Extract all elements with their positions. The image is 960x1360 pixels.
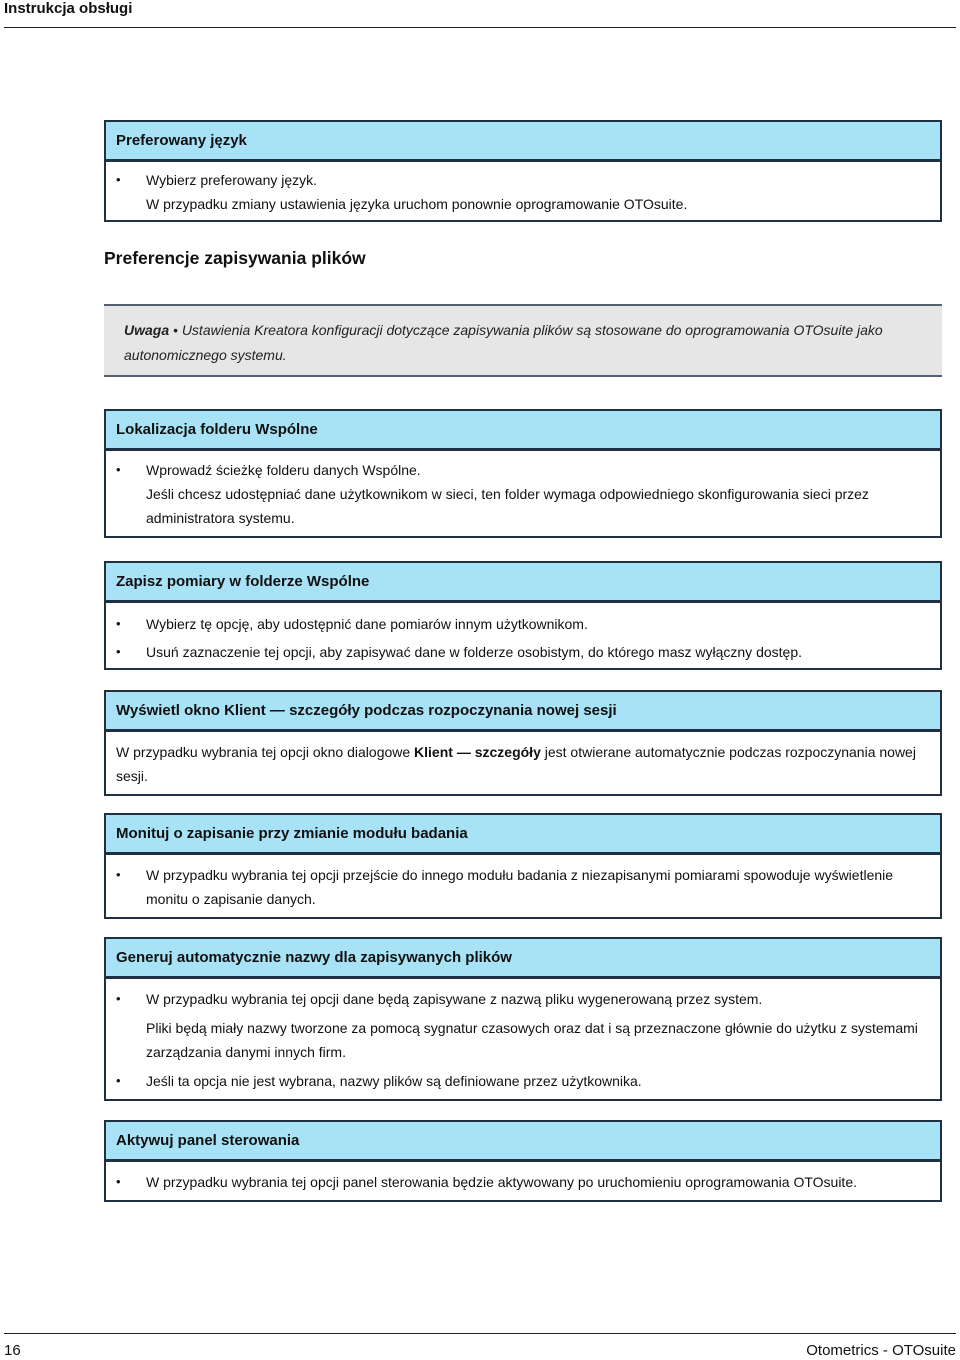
body-text: W przypadku wybrania tej opcji okno dialogowe bbox=[116, 744, 415, 760]
note-label: Uwaga bbox=[124, 322, 170, 338]
list-item-text: Wybierz preferowany język. bbox=[146, 172, 318, 188]
list-item bbox=[116, 987, 930, 1011]
header-rule bbox=[4, 27, 956, 28]
body-text-bold: Klient — szczegóły bbox=[414, 744, 541, 760]
box-title: Wyświetl okno Klient — szczegóły podczas rozpoczynania nowej sesji bbox=[104, 690, 942, 732]
footer-rule bbox=[4, 1333, 956, 1334]
bullet-icon: • bbox=[116, 1174, 121, 1189]
list-item-text: Jeśli ta opcja nie jest wybrana, nazwy plików są definiowane przez użytkownika. bbox=[146, 1073, 642, 1089]
box-body bbox=[104, 162, 942, 222]
note-separator: • bbox=[173, 322, 178, 338]
box-body bbox=[104, 732, 942, 796]
shared-folder-box bbox=[104, 409, 942, 538]
section-heading: Preferencje zapisywania plików bbox=[104, 248, 366, 268]
box-body bbox=[104, 603, 942, 670]
list-item-text: Wybierz tę opcję, aby udostępnić dane pomiarów innym użytkownikom. bbox=[146, 616, 588, 632]
save-prompt-box bbox=[104, 813, 942, 919]
save-shared-box bbox=[104, 561, 942, 670]
list-item-text: Usuń zaznaczenie tej opcji, aby zapisywać dane w folderze osobistym, do którego masz wyłączny dostęp. bbox=[146, 644, 802, 660]
footer-product: Otometrics - OTOsuite bbox=[806, 1342, 956, 1359]
preferred-language-box bbox=[104, 120, 942, 222]
box-body bbox=[104, 855, 942, 919]
box-title: Aktywuj panel sterowania bbox=[104, 1120, 942, 1162]
list-item-continuation: Pliki będą miały nazwy tworzone za pomocą sygnatur czasowych oraz dat i są przeznaczone głównie do użytku z systemami zarządzania danymi innych firm. bbox=[146, 1020, 918, 1060]
control-panel-box bbox=[104, 1120, 942, 1202]
list-item-continuation: Jeśli chcesz udostępniać dane użytkownikom w sieci, ten folder wymaga odpowiedniego skonfigurowania sieci przez administratora systemu. bbox=[146, 486, 869, 526]
box-body bbox=[104, 979, 942, 1101]
body-text: jest otwierane automatycznie podczas rozpoczynania nowej sesji. bbox=[116, 744, 916, 784]
page-number: 16 bbox=[4, 1342, 21, 1359]
box-title: Generuj automatycznie nazwy dla zapisywanych plików bbox=[104, 937, 942, 979]
list-item bbox=[116, 863, 930, 911]
list-item bbox=[116, 1170, 930, 1194]
list-item-text: W przypadku wybrania tej opcji panel sterowania będzie aktywowany po uruchomieniu oprogramowania OTOsuite. bbox=[146, 1174, 857, 1190]
box-body bbox=[104, 1162, 942, 1202]
bullet-icon: • bbox=[116, 644, 121, 659]
list-item bbox=[116, 638, 930, 666]
note-box bbox=[104, 304, 942, 377]
bullet-icon: • bbox=[116, 172, 121, 187]
box-title: Preferowany język bbox=[104, 120, 942, 162]
list-item-continuation: W przypadku zmiany ustawienia języka uruchom ponownie oprogramowanie OTOsuite. bbox=[146, 196, 688, 212]
list-item bbox=[116, 610, 930, 638]
bullet-icon: • bbox=[116, 462, 121, 477]
box-title: Lokalizacja folderu Wspólne bbox=[104, 409, 942, 451]
bullet-icon: • bbox=[116, 867, 121, 882]
bullet-icon: • bbox=[116, 991, 121, 1006]
running-header: Instrukcja obsługi bbox=[4, 0, 133, 17]
box-body bbox=[104, 451, 942, 538]
note-text: Ustawienia Kreatora konfiguracji dotyczące zapisywania plików są stosowane do oprogramowania OTOsuite jako autonomicznego systemu. bbox=[124, 322, 883, 363]
client-details-box bbox=[104, 690, 942, 796]
list-item bbox=[116, 168, 930, 192]
list-item-text: Wprowadź ścieżkę folderu danych Wspólne. bbox=[146, 462, 421, 478]
list-item-text: W przypadku wybrania tej opcji dane będą zapisywane z nazwą pliku wygenerowaną przez system. bbox=[146, 991, 763, 1007]
bullet-icon: • bbox=[116, 616, 121, 631]
auto-names-box bbox=[104, 937, 942, 1101]
list-item-text: W przypadku wybrania tej opcji przejście do innego modułu badania z niezapisanymi pomiarami spowoduje wyświetlenie monitu o zapisanie danych. bbox=[146, 867, 894, 907]
list-item bbox=[116, 1069, 930, 1093]
box-title: Zapisz pomiary w folderze Wspólne bbox=[104, 561, 942, 603]
box-title: Monituj o zapisanie przy zmianie modułu badania bbox=[104, 813, 942, 855]
bullet-icon: • bbox=[116, 1073, 121, 1088]
list-item bbox=[116, 458, 930, 482]
